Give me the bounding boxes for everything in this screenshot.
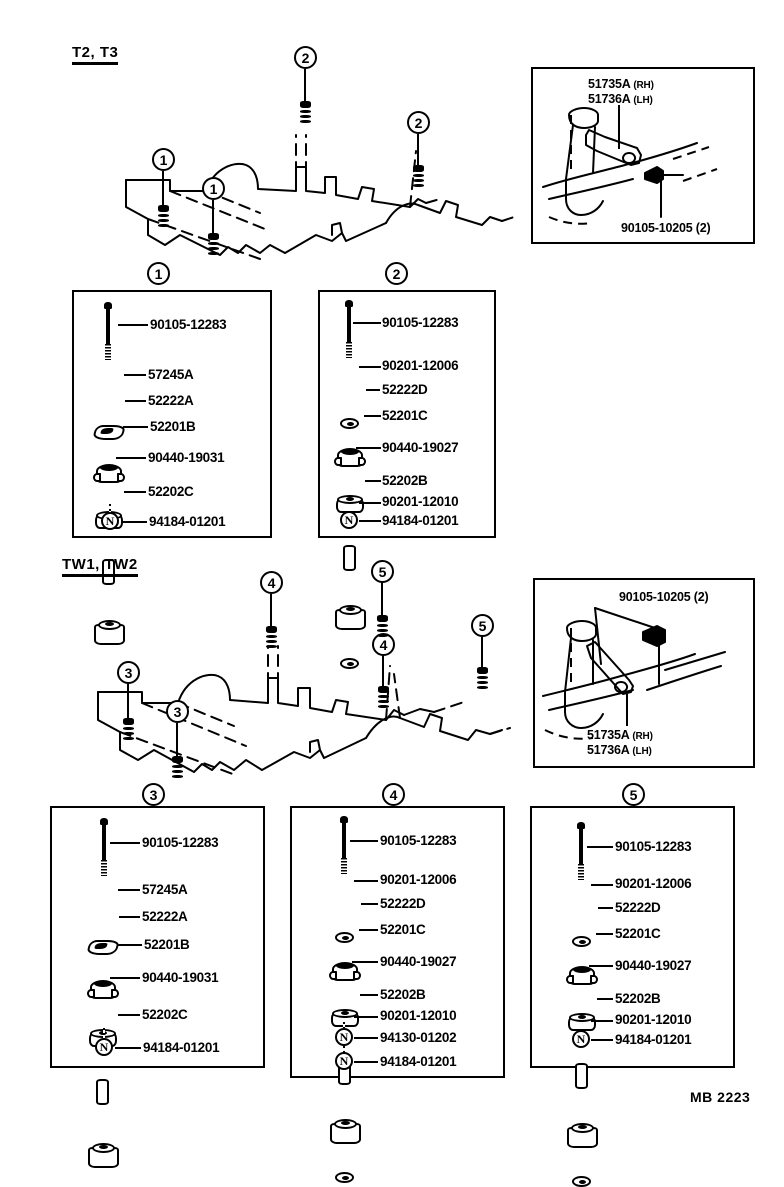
callout-circle: 5 bbox=[471, 614, 494, 637]
callout-circle: 2 bbox=[407, 111, 430, 134]
callout-5-a bbox=[371, 560, 394, 639]
inset-box-bottom bbox=[533, 578, 755, 768]
inset-bottom-label-group bbox=[587, 728, 653, 757]
box-label-circle: 2 bbox=[385, 262, 408, 285]
box-label-4 bbox=[382, 783, 405, 806]
inset-top-artwork bbox=[533, 69, 757, 246]
part-glyph-cushion bbox=[566, 965, 598, 987]
callout-leader bbox=[417, 134, 419, 165]
parts-list-2 bbox=[320, 292, 498, 540]
parts-box-5 bbox=[530, 806, 735, 1068]
part-glyph-washer bbox=[340, 418, 359, 429]
part-number: 90440-19027 bbox=[615, 958, 692, 973]
parts-list-5 bbox=[532, 808, 737, 1070]
part-glyph-body-mount bbox=[88, 1143, 119, 1168]
part-number: 90201-12006 bbox=[615, 876, 692, 891]
bushing-glyph bbox=[158, 205, 169, 229]
bushing-glyph bbox=[172, 756, 183, 780]
part-number: 90105-12283 bbox=[142, 835, 219, 850]
part-glyph-cushion bbox=[334, 447, 366, 469]
callout-3-a bbox=[117, 661, 140, 742]
bushing-glyph bbox=[266, 626, 277, 650]
box-label-circle: 3 bbox=[142, 783, 165, 806]
part-glyph-nut: N bbox=[335, 1028, 353, 1046]
callout-circle: 4 bbox=[372, 633, 395, 656]
callout-leader bbox=[176, 723, 178, 756]
part-number: 90201-12010 bbox=[615, 1012, 692, 1027]
section-heading-t2-t3 bbox=[72, 44, 118, 65]
callout-5-b bbox=[471, 614, 494, 691]
part-number: 90440-19031 bbox=[148, 450, 225, 465]
callout-2-b bbox=[407, 111, 430, 189]
part-glyph-retainer bbox=[88, 940, 118, 955]
bushing-glyph bbox=[477, 667, 488, 691]
part-glyph-bushing bbox=[331, 1009, 359, 1029]
part-number: 90201-12006 bbox=[382, 358, 459, 373]
parts-list-3 bbox=[52, 808, 267, 1070]
box-label-circle: 1 bbox=[147, 262, 170, 285]
part-glyph-body-mount bbox=[567, 1123, 598, 1148]
part-number: 52202B bbox=[382, 473, 428, 488]
part-glyph-washer bbox=[335, 1172, 354, 1183]
part-glyph-retainer bbox=[94, 425, 124, 440]
bushing-glyph bbox=[300, 101, 311, 125]
bushing-glyph bbox=[208, 233, 219, 257]
part-number: 52222D bbox=[380, 896, 426, 911]
parts-list-4 bbox=[292, 808, 507, 1080]
part-glyph-washer bbox=[572, 1176, 591, 1187]
section-title: T2, T3 bbox=[72, 45, 118, 65]
bushing-glyph bbox=[413, 165, 424, 189]
box-label-1 bbox=[147, 262, 170, 285]
bushing-glyph bbox=[377, 615, 388, 639]
box-label-circle: 5 bbox=[622, 783, 645, 806]
part-number: 52202C bbox=[148, 484, 194, 499]
part-number: 90105-12283 bbox=[150, 317, 227, 332]
part-glyph-nut: N bbox=[340, 511, 358, 529]
callout-leader bbox=[212, 200, 214, 233]
part-number: 94184-01201 bbox=[380, 1054, 457, 1069]
part-number: 94184-01201 bbox=[149, 514, 226, 529]
part-glyph-washer bbox=[335, 932, 354, 943]
part-number: 90201-12010 bbox=[382, 494, 459, 509]
callout-4-a bbox=[260, 571, 283, 650]
parts-box-1 bbox=[72, 290, 272, 538]
part-number: 52201C bbox=[382, 408, 428, 423]
callout-1-b bbox=[202, 177, 225, 257]
part-label-51736a: 51736A (LH) bbox=[588, 92, 653, 106]
callout-circle: 4 bbox=[260, 571, 283, 594]
part-glyph-nut: N bbox=[95, 1038, 113, 1056]
part-number: 94184-01201 bbox=[143, 1040, 220, 1055]
bolt-label-90105-10205: 90105-10205 (2) bbox=[619, 590, 709, 604]
callout-3-b bbox=[166, 700, 189, 780]
parts-box-4 bbox=[290, 806, 505, 1078]
part-glyph-nut: N bbox=[101, 512, 119, 530]
callout-circle: 1 bbox=[202, 177, 225, 200]
diagram-code: MB 2223 bbox=[690, 1089, 751, 1105]
bushing-glyph bbox=[123, 718, 134, 742]
part-number: 90105-12283 bbox=[615, 839, 692, 854]
part-number: 52222D bbox=[615, 900, 661, 915]
part-number: 52201C bbox=[615, 926, 661, 941]
parts-list-1 bbox=[74, 292, 274, 540]
part-label-51735a: 51735A (RH) bbox=[587, 728, 653, 742]
part-number: 52201C bbox=[380, 922, 426, 937]
section-title: TW1, TW2 bbox=[62, 557, 138, 577]
part-number: 57245A bbox=[142, 882, 188, 897]
part-number: 90440-19031 bbox=[142, 970, 219, 985]
part-glyph-nut: N bbox=[572, 1030, 590, 1048]
parts-box-2 bbox=[318, 290, 496, 538]
part-number: 90201-12010 bbox=[380, 1008, 457, 1023]
part-number: 94184-01201 bbox=[382, 513, 459, 528]
part-glyph-cushion bbox=[93, 463, 125, 485]
callout-circle: 2 bbox=[294, 46, 317, 69]
part-number: 94130-01202 bbox=[380, 1030, 457, 1045]
callout-circle: 3 bbox=[117, 661, 140, 684]
part-glyph-bolt bbox=[97, 818, 111, 876]
part-number: 52222D bbox=[382, 382, 428, 397]
inset-box-top bbox=[531, 67, 755, 244]
part-number: 90201-12006 bbox=[380, 872, 457, 887]
part-number: 90440-19027 bbox=[380, 954, 457, 969]
callout-2-a bbox=[294, 46, 317, 125]
part-number: 90440-19027 bbox=[382, 440, 459, 455]
callout-1-a bbox=[152, 148, 175, 229]
section-heading-tw1-tw2 bbox=[62, 556, 138, 577]
parts-box-3 bbox=[50, 806, 265, 1068]
part-glyph-cushion bbox=[87, 979, 119, 1001]
part-number: 52202B bbox=[615, 991, 661, 1006]
part-number: 57245A bbox=[148, 367, 194, 382]
part-label-51736a: 51736A (LH) bbox=[587, 743, 652, 757]
part-number: 52222A bbox=[148, 393, 194, 408]
callout-leader bbox=[162, 171, 164, 205]
part-number: 94184-01201 bbox=[615, 1032, 692, 1047]
part-number: 52202C bbox=[142, 1007, 188, 1022]
box-label-circle: 4 bbox=[382, 783, 405, 806]
frame-outline-bottom bbox=[90, 610, 520, 785]
callout-leader bbox=[382, 656, 384, 686]
part-glyph-body-mount bbox=[330, 1119, 361, 1144]
part-number: 52201B bbox=[150, 419, 196, 434]
part-number: 90105-12283 bbox=[382, 315, 459, 330]
part-label-51735a: 51735A (RH) bbox=[588, 77, 654, 91]
part-glyph-nut: N bbox=[335, 1052, 353, 1070]
part-glyph-bolt bbox=[337, 816, 351, 874]
part-glyph-bolt bbox=[101, 302, 115, 360]
part-number: 90105-12283 bbox=[380, 833, 457, 848]
callout-leader bbox=[304, 69, 306, 101]
callout-4-b bbox=[372, 633, 395, 710]
callout-leader bbox=[127, 684, 129, 718]
part-glyph-collar bbox=[96, 1079, 109, 1105]
callout-leader bbox=[381, 583, 383, 615]
box-label-5 bbox=[622, 783, 645, 806]
part-glyph-bolt bbox=[574, 822, 588, 880]
callout-circle: 3 bbox=[166, 700, 189, 723]
bolt-label-90105-10205: 90105-10205 (2) bbox=[621, 221, 711, 235]
part-glyph-cushion bbox=[329, 961, 361, 983]
bottom-frame-drawing bbox=[90, 610, 520, 785]
box-label-3 bbox=[142, 783, 165, 806]
part-glyph-collar bbox=[343, 545, 356, 571]
callout-leader bbox=[270, 594, 272, 626]
bushing-glyph bbox=[378, 686, 389, 710]
part-number: 52201B bbox=[144, 937, 190, 952]
box-label-2 bbox=[385, 262, 408, 285]
part-number: 52222A bbox=[142, 909, 188, 924]
part-glyph-collar bbox=[575, 1063, 588, 1089]
part-glyph-bolt bbox=[342, 300, 356, 358]
part-glyph-washer bbox=[572, 936, 591, 947]
part-number: 52202B bbox=[380, 987, 426, 1002]
callout-leader bbox=[481, 637, 483, 667]
callout-circle: 1 bbox=[152, 148, 175, 171]
callout-circle: 5 bbox=[371, 560, 394, 583]
